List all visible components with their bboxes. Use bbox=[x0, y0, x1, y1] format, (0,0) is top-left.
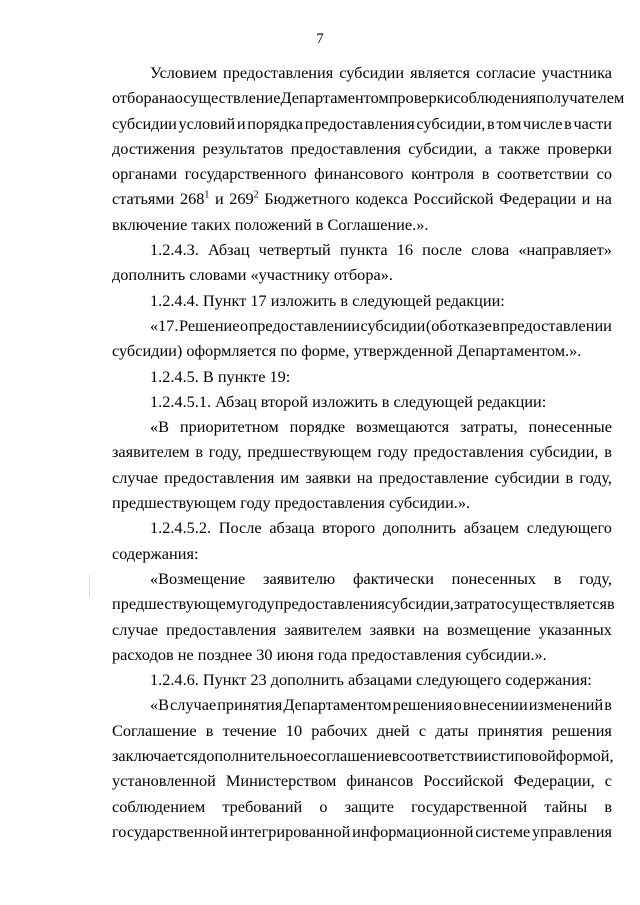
word: предшествующему bbox=[112, 594, 245, 614]
word: решения bbox=[551, 720, 612, 740]
word: заявителю bbox=[263, 568, 336, 588]
word: (об bbox=[425, 315, 448, 335]
word: соответствии bbox=[497, 164, 589, 184]
word: Бюджетного bbox=[264, 189, 350, 209]
word: Российской bbox=[413, 189, 494, 209]
text-line bbox=[112, 819, 612, 844]
word: 10 bbox=[285, 720, 303, 740]
text-line bbox=[112, 718, 612, 743]
word: предшествующем bbox=[247, 442, 372, 462]
word: порядке bbox=[289, 417, 346, 437]
word: 1.2.4.5.2. bbox=[150, 518, 212, 538]
word: в bbox=[553, 568, 562, 588]
word: финансового bbox=[314, 164, 404, 184]
word: после bbox=[422, 240, 462, 260]
word: Абзац bbox=[207, 240, 250, 260]
word: информационной bbox=[352, 821, 474, 841]
word: принятия bbox=[217, 695, 283, 715]
word: соблюдением bbox=[112, 796, 206, 816]
word: дополнительное bbox=[197, 746, 311, 766]
word: соответствии bbox=[399, 746, 492, 766]
word: защите bbox=[344, 796, 394, 816]
word: в bbox=[564, 113, 572, 133]
word: «Возмещение bbox=[150, 568, 246, 588]
word: субсидии bbox=[112, 113, 177, 133]
word: предоставления bbox=[164, 467, 275, 487]
word: на bbox=[423, 619, 439, 639]
text-line bbox=[112, 591, 615, 616]
text-line bbox=[112, 768, 612, 793]
text-line: содержания: bbox=[112, 543, 199, 563]
word: указанных bbox=[538, 619, 612, 639]
text-line bbox=[112, 85, 625, 110]
word: субсидии, bbox=[529, 442, 599, 462]
text-line bbox=[112, 465, 612, 490]
word: в bbox=[205, 720, 214, 740]
word: проверки bbox=[388, 88, 454, 108]
word: заключается bbox=[112, 746, 198, 766]
word: на bbox=[158, 88, 175, 108]
text-line bbox=[112, 161, 612, 186]
superscript: 1 bbox=[204, 190, 210, 202]
word: соблюдения bbox=[453, 88, 537, 108]
word: «17. bbox=[150, 315, 179, 335]
text-line bbox=[112, 414, 612, 439]
word: субсидии, bbox=[416, 113, 486, 133]
article-ref: $269^2$ bbox=[229, 189, 259, 209]
text-line bbox=[112, 237, 612, 262]
word: в bbox=[481, 164, 490, 184]
word: том bbox=[496, 113, 522, 133]
word: Департаментом bbox=[280, 88, 389, 108]
word: году bbox=[377, 442, 408, 462]
document-body bbox=[112, 60, 625, 844]
word: Решение bbox=[178, 315, 240, 335]
word: государственного bbox=[184, 164, 307, 184]
scan-artifact bbox=[89, 575, 90, 597]
word: им bbox=[280, 467, 300, 487]
word: четвертый bbox=[258, 240, 331, 260]
word: изменений bbox=[528, 695, 604, 715]
word: финансов bbox=[346, 771, 414, 791]
word: управления bbox=[532, 821, 612, 841]
word: субсидии bbox=[339, 63, 405, 82]
word: заявителем bbox=[284, 619, 362, 639]
word: Федерации, bbox=[513, 771, 595, 791]
word: формой, bbox=[555, 746, 614, 766]
word: контроля bbox=[411, 164, 475, 184]
word: участника bbox=[541, 63, 612, 82]
word: дней bbox=[376, 720, 410, 740]
word: отказе bbox=[448, 315, 492, 335]
word: «В bbox=[150, 695, 170, 715]
word: в bbox=[487, 113, 495, 133]
word: части bbox=[573, 113, 612, 133]
text-line bbox=[112, 186, 612, 211]
word: в bbox=[604, 695, 612, 715]
page-number: 7 bbox=[316, 31, 324, 47]
word: результатов bbox=[202, 138, 284, 158]
word: со bbox=[596, 164, 612, 184]
word: предоставление bbox=[378, 467, 489, 487]
text-line bbox=[112, 566, 612, 591]
word: на bbox=[595, 189, 612, 209]
word: предоставлении bbox=[248, 315, 361, 335]
word: проверки bbox=[547, 138, 612, 158]
word: а bbox=[484, 138, 492, 158]
text-line bbox=[112, 313, 612, 338]
word: «В bbox=[150, 417, 170, 437]
word: с bbox=[491, 746, 499, 766]
word: установленной bbox=[112, 771, 216, 791]
word: согласие bbox=[475, 63, 536, 82]
word: предоставлении bbox=[500, 315, 612, 335]
word: 1.2.4.3. bbox=[150, 240, 199, 260]
word: в bbox=[604, 442, 612, 462]
word: случае bbox=[170, 695, 217, 715]
word: кодекса bbox=[355, 189, 408, 209]
word: условий bbox=[178, 113, 236, 133]
text-line bbox=[112, 743, 612, 768]
text-line: 1.2.4.6. Пункт 23 дополнить абзацами следующего содержания: bbox=[150, 670, 592, 690]
word: следующего bbox=[526, 518, 612, 538]
word: понесенные bbox=[528, 417, 612, 437]
word: о bbox=[453, 695, 462, 715]
word: субсидии bbox=[494, 467, 560, 487]
word: заявки bbox=[369, 619, 416, 639]
word: Министерством bbox=[225, 771, 337, 791]
word: приоритетном bbox=[179, 417, 279, 437]
word: тайны bbox=[544, 796, 588, 816]
word: второго bbox=[322, 518, 376, 538]
word: Российской bbox=[423, 771, 504, 791]
word: порядка bbox=[247, 113, 303, 133]
text-line: расходов не позднее 30 июня года предоставления субсидии.». bbox=[112, 644, 547, 664]
word: затрат bbox=[453, 594, 497, 614]
word: пункта bbox=[339, 240, 388, 260]
text-line bbox=[112, 692, 612, 717]
word: получателем bbox=[536, 88, 625, 108]
word: предоставления bbox=[223, 63, 334, 82]
word: возмещаются bbox=[355, 417, 450, 437]
word: году, bbox=[579, 568, 612, 588]
word: даты bbox=[435, 720, 469, 740]
word: абзацем bbox=[463, 518, 520, 538]
word: предоставления bbox=[413, 442, 524, 462]
text-line: 1.2.4.5. В пункте 19: bbox=[150, 366, 291, 386]
word: государственной bbox=[411, 796, 528, 816]
word: случае bbox=[112, 467, 159, 487]
word: внесении bbox=[462, 695, 528, 715]
word: с bbox=[604, 771, 612, 791]
word: «направляет» bbox=[518, 240, 612, 260]
word: случае bbox=[112, 619, 159, 639]
word: государственной bbox=[112, 821, 229, 841]
word: дополнить bbox=[382, 518, 456, 538]
word: в bbox=[607, 594, 615, 614]
word: субсидии, bbox=[384, 594, 454, 614]
word: и bbox=[581, 189, 591, 209]
text-line: включение таких положений в Соглашение.». bbox=[112, 214, 429, 234]
word: понесенных bbox=[451, 568, 537, 588]
word: возмещение bbox=[446, 619, 531, 639]
text-line bbox=[112, 136, 612, 161]
text-line bbox=[112, 515, 612, 540]
word: требований bbox=[222, 796, 303, 816]
word: на bbox=[356, 467, 373, 487]
word: решения bbox=[392, 695, 453, 715]
word: числе bbox=[523, 113, 563, 133]
word: течение bbox=[222, 720, 277, 740]
word: органами bbox=[112, 164, 178, 184]
text-line bbox=[112, 617, 612, 642]
superscript: 2 bbox=[253, 190, 259, 202]
word: Условием bbox=[150, 63, 217, 82]
text-line: 1.2.4.5.1. Абзац второй изложить в следующей редакции: bbox=[150, 391, 547, 411]
word: осуществление bbox=[174, 88, 281, 108]
word: году, bbox=[579, 467, 612, 487]
text-line: 1.2.4.4. Пункт 17 изложить в следующей редакции: bbox=[150, 290, 505, 310]
word: 16 bbox=[396, 240, 414, 260]
text-line: дополнить словами «участнику отбора». bbox=[112, 265, 393, 285]
word: рабочих bbox=[311, 720, 368, 740]
word: слова bbox=[471, 240, 510, 260]
word: предоставления bbox=[166, 619, 277, 639]
word: году, bbox=[208, 442, 242, 462]
word: типовой bbox=[498, 746, 556, 766]
word: году bbox=[244, 594, 275, 614]
word: фактически bbox=[352, 568, 434, 588]
article-ref: $268^1$ bbox=[179, 189, 210, 209]
word: предоставления bbox=[304, 113, 415, 133]
word: в bbox=[604, 796, 612, 816]
text-line bbox=[112, 439, 612, 464]
word: После bbox=[218, 518, 262, 538]
text-line bbox=[112, 60, 612, 85]
word: в bbox=[565, 467, 574, 487]
word: заявки bbox=[305, 467, 351, 487]
word: в bbox=[492, 315, 500, 335]
word: в bbox=[195, 442, 204, 462]
word: отбора bbox=[112, 88, 159, 108]
word: о bbox=[239, 315, 249, 335]
word: Соглашение bbox=[112, 720, 197, 740]
word: принятия bbox=[477, 720, 543, 740]
word: предоставления bbox=[274, 594, 385, 614]
word: о bbox=[319, 796, 328, 816]
word: интегрированной bbox=[229, 821, 351, 841]
word: и bbox=[236, 113, 246, 133]
word: Департаментом bbox=[283, 695, 392, 715]
word: затраты, bbox=[460, 417, 518, 437]
word: с bbox=[418, 720, 427, 740]
word: заявителем bbox=[112, 442, 190, 462]
text-line bbox=[112, 794, 612, 819]
word: абзаца bbox=[269, 518, 315, 538]
word: Федерации bbox=[499, 189, 577, 209]
word: субсидии bbox=[360, 315, 426, 335]
word: осуществляется bbox=[496, 594, 608, 614]
word: и bbox=[214, 189, 224, 209]
word: достижения bbox=[112, 138, 196, 158]
word: является bbox=[410, 63, 470, 82]
word: в bbox=[391, 746, 400, 766]
word: субсидии, bbox=[408, 138, 478, 158]
word: соглашение bbox=[310, 746, 392, 766]
word: также bbox=[499, 138, 540, 158]
text-line: субсидии) оформляется по форме, утвержденной Департаментом.». bbox=[112, 341, 582, 361]
word: системе bbox=[475, 821, 531, 841]
text-line bbox=[112, 111, 612, 136]
text-line: предшествующем году предоставления субсидии.». bbox=[112, 493, 471, 513]
word: статьями bbox=[112, 189, 175, 209]
word: предоставления bbox=[290, 138, 401, 158]
